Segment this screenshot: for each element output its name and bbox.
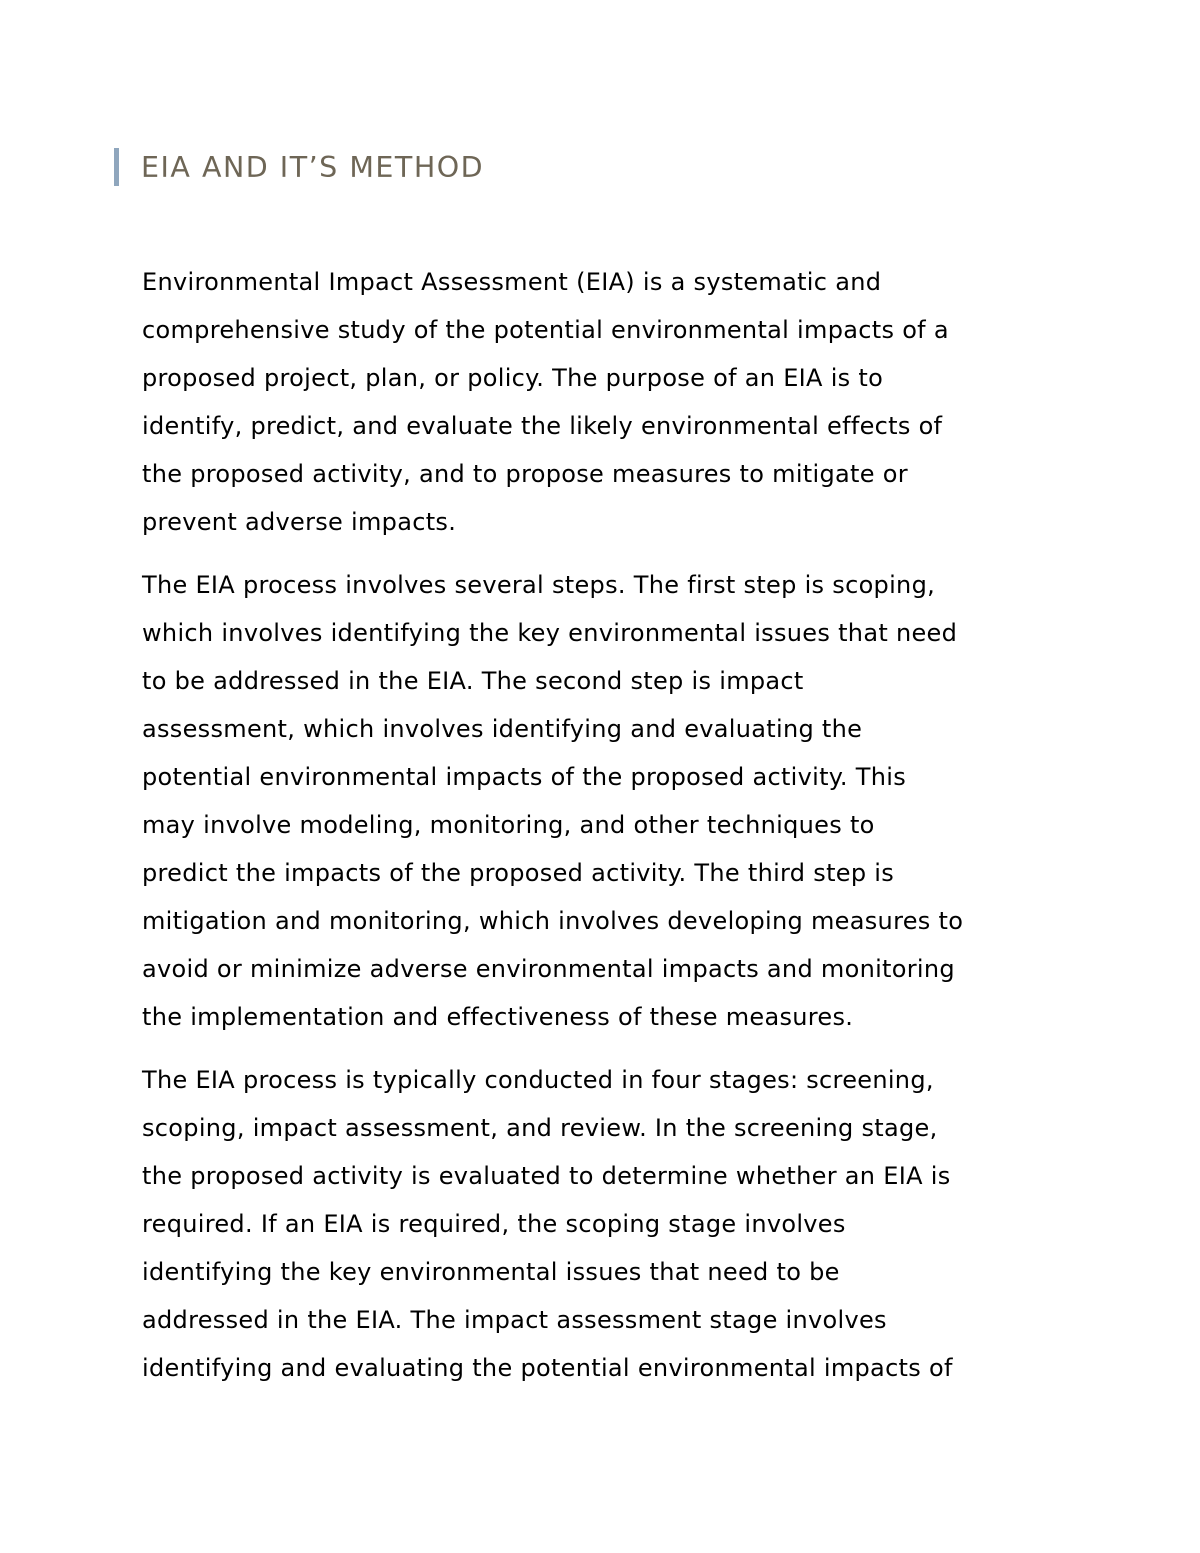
text-line: required. If an EIA is required, the scoping stage involves xyxy=(142,1210,846,1238)
text-line: mitigation and monitoring, which involves developing measures to xyxy=(142,907,964,935)
text-line: the proposed activity, and to propose measures to mitigate or xyxy=(142,460,908,488)
paragraph-3 xyxy=(142,1056,1072,1392)
text-line: prevent adverse impacts. xyxy=(142,508,457,536)
text-line: avoid or minimize adverse environmental impacts and monitoring xyxy=(142,955,955,983)
text-line: to be addressed in the EIA. The second step is impact xyxy=(142,667,804,695)
text-line: the implementation and effectiveness of these measures. xyxy=(142,1003,854,1031)
text-line: the proposed activity is evaluated to determine whether an EIA is xyxy=(142,1162,951,1190)
text-line: predict the impacts of the proposed activity. The third step is xyxy=(142,859,895,887)
text-line: may involve modeling, monitoring, and other techniques to xyxy=(142,811,875,839)
text-line: which involves identifying the key environmental issues that need xyxy=(142,619,958,647)
text-line: Environmental Impact Assessment (EIA) is a systematic and xyxy=(142,268,882,296)
text-line: potential environmental impacts of the proposed activity. This xyxy=(142,763,906,791)
text-line: assessment, which involves identifying and evaluating the xyxy=(142,715,863,743)
text-line: addressed in the EIA. The impact assessment stage involves xyxy=(142,1306,887,1334)
paragraph-1 xyxy=(142,258,1072,546)
heading-title: EIA AND IT’S METHOD xyxy=(141,150,485,184)
text-line: identifying and evaluating the potential environmental impacts of xyxy=(142,1354,953,1382)
section-heading xyxy=(114,148,484,186)
text-line: The EIA process involves several steps. The first step is scoping, xyxy=(142,571,936,599)
body-text xyxy=(142,258,1072,1407)
text-line: The EIA process is typically conducted in four stages: screening, xyxy=(142,1066,934,1094)
text-line: proposed project, plan, or policy. The purpose of an EIA is to xyxy=(142,364,884,392)
heading-accent-bar xyxy=(114,148,119,186)
text-line: identifying the key environmental issues that need to be xyxy=(142,1258,840,1286)
paragraph-2 xyxy=(142,561,1072,1041)
text-line: identify, predict, and evaluate the likely environmental effects of xyxy=(142,412,943,440)
text-line: scoping, impact assessment, and review. In the screening stage, xyxy=(142,1114,938,1142)
text-line: comprehensive study of the potential environmental impacts of a xyxy=(142,316,949,344)
